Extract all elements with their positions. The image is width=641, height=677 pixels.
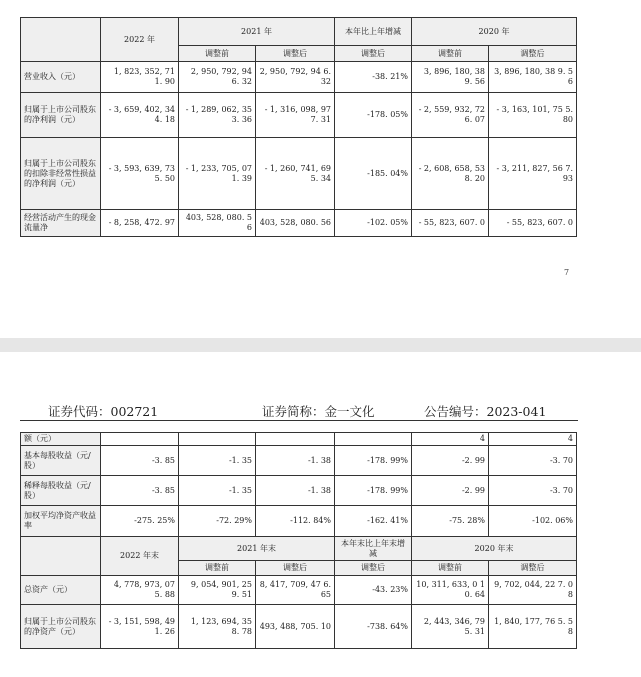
cell-2022: 1, 823, 352, 71 1. 90	[101, 62, 179, 93]
cell-yoy	[335, 433, 412, 446]
cell-2020-after: 9, 702, 044, 22 7. 08	[489, 576, 577, 605]
row-label: 额（元）	[21, 433, 101, 446]
cell-2022	[101, 433, 179, 446]
header-cell-2020-end: 2020 年末	[412, 537, 577, 561]
header-cell-yoy-after: 调整后	[335, 46, 412, 62]
header-cell-2020-after: 调整后	[489, 561, 577, 576]
header-cell-2022: 2022 年	[101, 18, 179, 62]
row-label: 稀释每股收益（元/股）	[21, 476, 101, 506]
header-cell-yoy-end: 本年末比上年末增减	[335, 537, 412, 561]
cell-2022: - 8, 258, 472. 97	[101, 210, 179, 237]
header-cell-yoy-after: 调整后	[335, 561, 412, 576]
cell-yoy: -178. 05%	[335, 93, 412, 138]
cell-2020-before: -2. 99	[412, 446, 489, 476]
page-number: 7	[564, 268, 570, 277]
cell-2020-after: -102. 06%	[489, 506, 577, 537]
cell-2020-after: -3. 70	[489, 446, 577, 476]
cell-2020-after: 1, 840, 177, 76 5. 58	[489, 605, 577, 649]
cell-2020-after: - 3, 163, 101, 75 5. 80	[489, 93, 577, 138]
stock-name: 证券简称：金一文化	[262, 404, 375, 419]
cell-2020-after: - 3, 211, 827, 56 7. 93	[489, 138, 577, 210]
cell-2021-after: - 1, 260, 741, 69 5. 34	[256, 138, 335, 210]
cell-2021-after: 493, 488, 705. 10	[256, 605, 335, 649]
document-page-2	[0, 352, 641, 677]
announcement-number: 公告编号：2023-041	[424, 404, 547, 419]
cell-2020-before: 2, 443, 346, 79 5. 31	[412, 605, 489, 649]
table-row-continued	[21, 433, 577, 446]
header-cell-2020: 2020 年	[412, 18, 577, 46]
cell-yoy: -102. 05%	[335, 210, 412, 237]
row-label: 加权平均净资产收益率	[21, 506, 101, 537]
cell-yoy: -162. 41%	[335, 506, 412, 537]
cell-2020-before: 10, 311, 633, 0 10. 64	[412, 576, 489, 605]
table-row	[21, 210, 577, 237]
cell-2021-before: - 1, 289, 062, 35 3. 36	[179, 93, 256, 138]
cell-2020-after: 3, 896, 180, 38 9. 56	[489, 62, 577, 93]
stock-header	[48, 402, 578, 418]
cell-2020-before: 3, 896, 180, 38 9. 56	[412, 62, 489, 93]
cell-yoy: -178. 99%	[335, 476, 412, 506]
cell-2020-after: -3. 70	[489, 476, 577, 506]
cell-2021-after	[256, 433, 335, 446]
row-label: 总资产（元）	[21, 576, 101, 605]
cell-2021-before: -1. 35	[179, 446, 256, 476]
page-separator	[0, 338, 641, 352]
cell-2021-after: -112. 84%	[256, 506, 335, 537]
cell-yoy: -43. 23%	[335, 576, 412, 605]
cell-2021-before: 403, 528, 080. 56	[179, 210, 256, 237]
header-cell-yoy: 本年比上年增减	[335, 18, 412, 46]
header-cell-2021-before: 调整前	[179, 46, 256, 62]
header-cell-2021-after: 调整后	[256, 46, 335, 62]
header-cell-2021-end: 2021 年末	[179, 537, 335, 561]
cell-2022: -275. 25%	[101, 506, 179, 537]
row-label: 归属于上市公司股东的扣除非经常性损益的净利润（元）	[21, 138, 101, 210]
table-header-row	[21, 18, 577, 46]
cell-2021-after: -1. 38	[256, 476, 335, 506]
financial-table-1	[20, 17, 577, 237]
cell-2020-after: - 55, 823, 607. 0	[489, 210, 577, 237]
cell-2022: -3. 85	[101, 476, 179, 506]
table-row	[21, 93, 577, 138]
header-cell-2021: 2021 年	[179, 18, 335, 46]
cell-2020-before: - 2, 608, 658, 53 8. 20	[412, 138, 489, 210]
table-row	[21, 576, 577, 605]
document-page-1	[0, 0, 641, 338]
table-row	[21, 138, 577, 210]
financial-table-2	[20, 432, 577, 649]
cell-2022: - 3, 151, 598, 49 1. 26	[101, 605, 179, 649]
cell-2022: - 3, 659, 402, 34 4. 18	[101, 93, 179, 138]
header-cell-2021-before: 调整前	[179, 561, 256, 576]
cell-2022: -3. 85	[101, 446, 179, 476]
header-cell-2021-after: 调整后	[256, 561, 335, 576]
cell-2020-before: - 55, 823, 607. 0	[412, 210, 489, 237]
cell-2020-before: -75. 28%	[412, 506, 489, 537]
stock-code: 证券代码：002721	[48, 404, 159, 419]
header-cell-2022-end: 2022 年末	[101, 537, 179, 576]
header-cell-2020-before: 调整前	[412, 561, 489, 576]
header-rule	[20, 420, 578, 421]
table-row	[21, 605, 577, 649]
row-label: 经营活动产生的现金流量净	[21, 210, 101, 237]
row-label: 营业收入（元）	[21, 62, 101, 93]
row-label: 归属于上市公司股东的净利润（元）	[21, 93, 101, 138]
table-row	[21, 506, 577, 537]
row-label: 基本每股收益（元/股）	[21, 446, 101, 476]
cell-2020-before: 4	[412, 433, 489, 446]
cell-2020-before: -2. 99	[412, 476, 489, 506]
cell-2020-before: - 2, 559, 932, 72 6. 07	[412, 93, 489, 138]
header-cell-blank	[21, 18, 101, 62]
table-header-row	[21, 537, 577, 561]
header-cell-blank	[21, 537, 101, 576]
cell-2021-before: 2, 950, 792, 94 6. 32	[179, 62, 256, 93]
cell-yoy: -738. 64%	[335, 605, 412, 649]
table-row	[21, 446, 577, 476]
row-label: 归属于上市公司股东的净资产（元）	[21, 605, 101, 649]
cell-yoy: -185. 04%	[335, 138, 412, 210]
cell-2020-after: 4	[489, 433, 577, 446]
cell-2021-before	[179, 433, 256, 446]
cell-2021-before: -72. 29%	[179, 506, 256, 537]
cell-2021-before: 9, 054, 901, 25 9. 51	[179, 576, 256, 605]
cell-2021-after: -1. 38	[256, 446, 335, 476]
cell-2021-before: - 1, 233, 705, 07 1. 39	[179, 138, 256, 210]
header-cell-2020-after: 调整后	[489, 46, 577, 62]
cell-2021-after: 8, 417, 709, 47 6. 65	[256, 576, 335, 605]
cell-2022: 4, 778, 973, 07 5. 88	[101, 576, 179, 605]
cell-2022: - 3, 593, 639, 73 5. 50	[101, 138, 179, 210]
cell-yoy: -178. 99%	[335, 446, 412, 476]
cell-2021-before: 1, 123, 694, 35 8. 78	[179, 605, 256, 649]
cell-2021-before: -1. 35	[179, 476, 256, 506]
cell-2021-after: - 1, 316, 098, 97 7. 31	[256, 93, 335, 138]
cell-yoy: -38. 21%	[335, 62, 412, 93]
header-cell-2020-before: 调整前	[412, 46, 489, 62]
cell-2021-after: 2, 950, 792, 94 6. 32	[256, 62, 335, 93]
table-row	[21, 476, 577, 506]
cell-2021-after: 403, 528, 080. 56	[256, 210, 335, 237]
table-row	[21, 62, 577, 93]
